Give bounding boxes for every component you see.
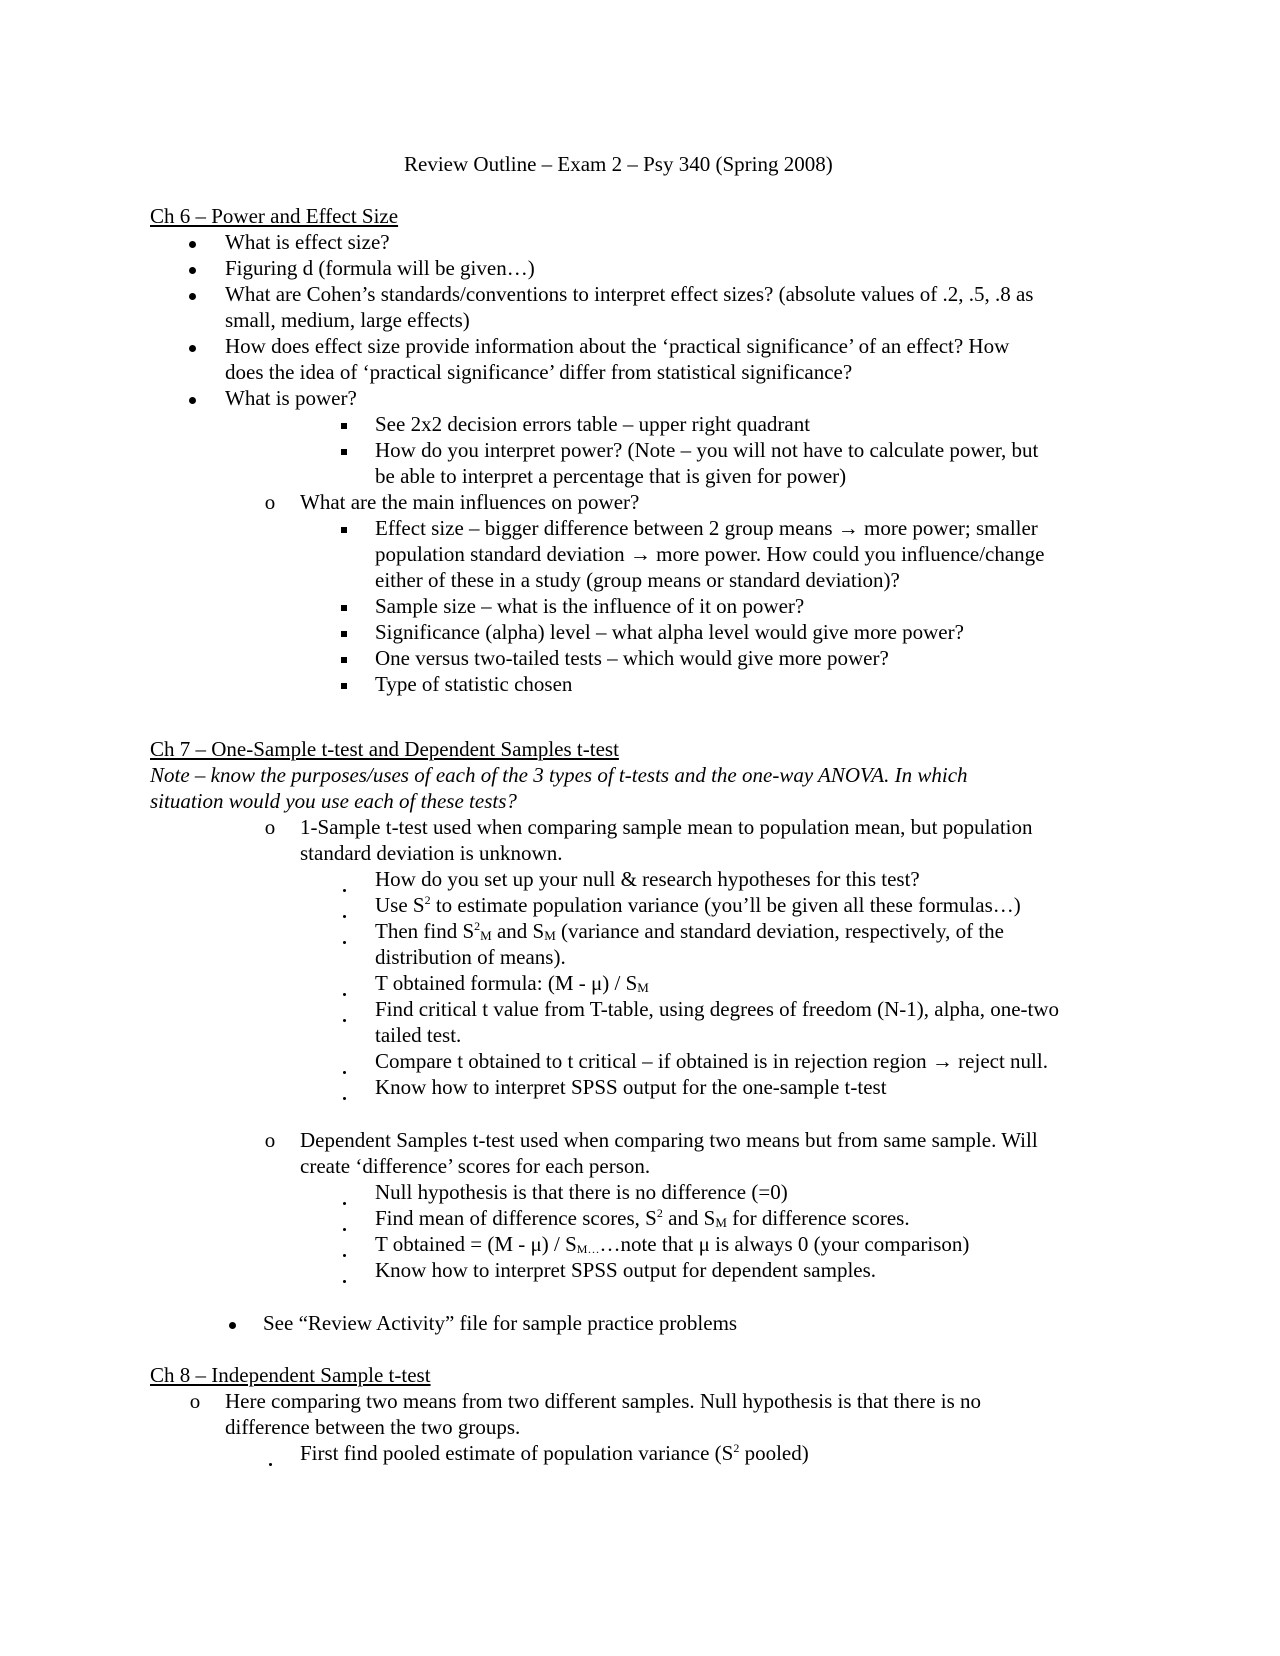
bullet-square <box>334 619 354 645</box>
list-item-cont: distribution of means). <box>375 945 566 969</box>
superscript: 2 <box>733 1441 740 1455</box>
text-run: …note that μ is always 0 (your comparison) <box>599 1232 970 1256</box>
text-run: (variance and standard deviation, respectively, of the <box>555 919 1004 943</box>
subscript: M <box>715 1215 727 1230</box>
list-item: Know how to interpret SPSS output for the one-sample t-test <box>375 1075 887 1099</box>
bullet-disc <box>182 255 202 281</box>
list-item: One versus two-tailed tests – which would give more power? <box>375 646 889 670</box>
bullet-dot <box>334 1074 354 1100</box>
list-item <box>375 970 649 996</box>
superscript: 2 <box>424 893 431 907</box>
bullet-square <box>334 411 354 437</box>
list-item <box>300 1440 809 1466</box>
text-run: First find pooled estimate of population variance (S <box>300 1441 734 1465</box>
bullet-square <box>334 671 354 697</box>
ch6-heading: Ch 6 – Power and Effect Size <box>150 204 399 228</box>
text-run: Use S <box>375 893 425 917</box>
bullet-dot <box>334 866 354 892</box>
list-item-cont <box>375 541 1045 567</box>
note-line: Note – know the purposes/uses of each of the 3 types of t-tests and the one-way ANOVA. In which <box>150 763 968 787</box>
bullet-dot <box>334 1205 354 1231</box>
list-item: How does effect size provide information about the ‘practical significance’ of an effect? How <box>225 334 1010 358</box>
text-run: for difference scores. <box>726 1206 910 1230</box>
subscript: M… <box>576 1242 600 1256</box>
bullet-square <box>334 515 354 541</box>
text-run: Then find S <box>375 919 475 943</box>
subscript: M <box>637 980 649 995</box>
note-line: situation would you use each of these tests? <box>150 789 517 813</box>
text-run: and S <box>491 919 545 943</box>
bullet-circle: o <box>264 1128 276 1152</box>
list-item: What is effect size? <box>225 230 390 254</box>
subscript: M <box>480 928 492 943</box>
list-item: See 2x2 decision errors table – upper right quadrant <box>375 412 811 436</box>
list-item: Find critical t value from T-table, using degrees of freedom (N-1), alpha, one-two <box>375 997 1060 1021</box>
list-item-cont: be able to interpret a percentage that is given for power) <box>375 464 847 488</box>
list-item: How do you set up your null & research hypotheses for this test? <box>375 867 920 891</box>
list-item-cont: either of these in a study (group means or standard deviation)? <box>375 568 900 592</box>
list-item: Significance (alpha) level – what alpha level would give more power? <box>375 620 964 644</box>
list-item <box>375 1048 1048 1074</box>
arrow-right-icon: → <box>629 542 651 566</box>
list-item-cont: small, medium, large effects) <box>225 308 470 332</box>
text-run: Find mean of difference scores, S <box>375 1206 657 1230</box>
list-item: Know how to interpret SPSS output for dependent samples. <box>375 1258 877 1282</box>
text-run: reject null. <box>958 1049 1048 1073</box>
text-run: T obtained formula: (M - μ) / S <box>375 971 638 995</box>
text-run: population standard deviation <box>375 542 625 566</box>
list-item: Null hypothesis is that there is no difference (=0) <box>375 1180 788 1204</box>
list-item: Dependent Samples t-test used when comparing two means but from same sample. Will <box>300 1128 1038 1152</box>
bullet-dot <box>334 1231 354 1257</box>
bullet-circle: o <box>189 1389 201 1413</box>
list-item: Sample size – what is the influence of it on power? <box>375 594 805 618</box>
list-item-cont: difference between the two groups. <box>225 1415 521 1439</box>
list-item <box>375 892 1021 918</box>
text-run: pooled) <box>739 1441 809 1465</box>
bullet-dot <box>334 1179 354 1205</box>
text-run: more power; smaller <box>864 516 1038 540</box>
superscript: 2 <box>474 919 481 933</box>
superscript: 2 <box>656 1206 663 1220</box>
list-item: 1-Sample t-test used when comparing sample mean to population mean, but population <box>300 815 1033 839</box>
list-item <box>375 918 1004 944</box>
list-item-cont: tailed test. <box>375 1023 462 1047</box>
text-run: and S <box>662 1206 716 1230</box>
bullet-disc <box>222 1310 242 1336</box>
bullet-disc <box>182 281 202 307</box>
text-run: T obtained = (M - μ) / S <box>375 1232 577 1256</box>
page-title: Review Outline – Exam 2 – Psy 340 (Spring 2008) <box>404 152 833 176</box>
bullet-disc <box>182 385 202 411</box>
bullet-disc <box>182 333 202 359</box>
subscript: M <box>544 928 556 943</box>
bullet-dot <box>334 970 354 996</box>
text-run: Compare t obtained to t critical – if obtained is in rejection region <box>375 1049 927 1073</box>
ch7-heading: Ch 7 – One-Sample t-test and Dependent Samples t-test <box>150 737 619 761</box>
text-run: Effect size – bigger difference between 2 group means <box>375 516 833 540</box>
list-item: See “Review Activity” file for sample practice problems <box>263 1311 738 1335</box>
bullet-dot <box>334 892 354 918</box>
bullet-dot <box>334 918 354 944</box>
bullet-dot <box>334 996 354 1022</box>
bullet-circle: o <box>264 815 276 839</box>
bullet-dot <box>334 1257 354 1283</box>
list-item: What is power? <box>225 386 357 410</box>
bullet-dot <box>260 1440 280 1466</box>
list-item-cont: create ‘difference’ scores for each person. <box>300 1154 651 1178</box>
list-item <box>375 1205 910 1231</box>
list-item <box>375 515 1038 541</box>
list-item: Here comparing two means from two different samples. Null hypothesis is that there is no <box>225 1389 982 1413</box>
text-run: more power. How could you influence/change <box>656 542 1045 566</box>
bullet-square <box>334 437 354 463</box>
list-item: What are the main influences on power? <box>300 490 640 514</box>
bullet-square <box>334 593 354 619</box>
list-item-cont: standard deviation is unknown. <box>300 841 563 865</box>
bullet-dot <box>334 1048 354 1074</box>
list-item: Type of statistic chosen <box>375 672 573 696</box>
list-item-cont: does the idea of ‘practical significance’ differ from statistical significance? <box>225 360 853 384</box>
text-run: to estimate population variance (you’ll be given all these formulas…) <box>430 893 1021 917</box>
bullet-circle: o <box>264 490 276 514</box>
list-item <box>375 1231 969 1257</box>
list-item: What are Cohen’s standards/conventions to interpret effect sizes? (absolute values of .2, .5, .8 as <box>225 282 1034 306</box>
ch8-heading: Ch 8 – Independent Sample t-test <box>150 1363 431 1387</box>
list-item: Figuring d (formula will be given…) <box>225 256 535 280</box>
list-item: How do you interpret power? (Note – you will not have to calculate power, but <box>375 438 1039 462</box>
arrow-right-icon: → <box>931 1049 953 1073</box>
bullet-square <box>334 645 354 671</box>
arrow-right-icon: → <box>837 516 859 540</box>
bullet-disc <box>182 229 202 255</box>
